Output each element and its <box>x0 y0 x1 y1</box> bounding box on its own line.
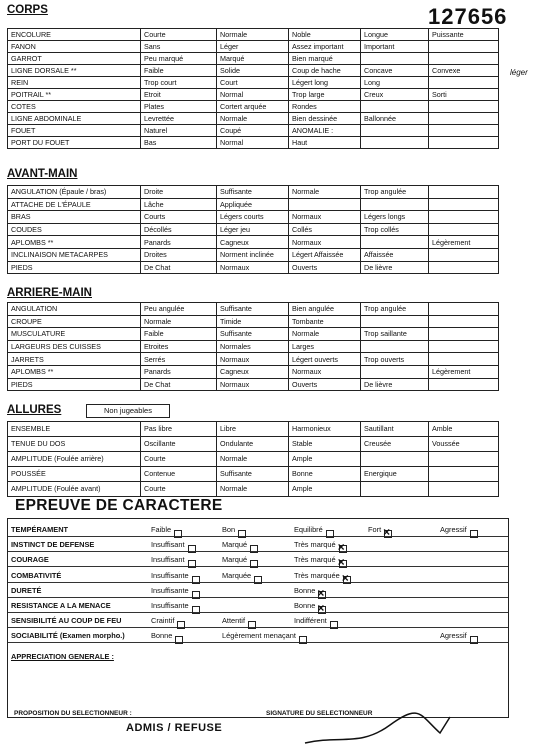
row-label: JARRETS <box>8 353 141 366</box>
option-cell[interactable]: Etroites <box>141 340 217 353</box>
option-cell[interactable] <box>289 198 361 211</box>
empty-box-icon[interactable] <box>299 636 307 644</box>
option-cell[interactable]: Trop saillante <box>361 328 429 341</box>
proposition-value: ADMIS / REFUSE <box>126 722 223 734</box>
option-cell[interactable]: Collés <box>289 223 361 236</box>
table-row <box>8 186 499 199</box>
option-cell[interactable]: Voussée <box>429 437 499 452</box>
option-cell[interactable]: Naturel <box>141 125 217 137</box>
option-cell[interactable]: Lâche <box>141 198 217 211</box>
option-cell[interactable]: Haut <box>289 137 361 149</box>
option-cell[interactable]: Rondes <box>289 101 361 113</box>
caractere-row <box>8 536 508 552</box>
table-row <box>8 422 499 437</box>
table-row <box>8 65 499 77</box>
section-table-0 <box>7 28 499 149</box>
caractere-option[interactable] <box>294 540 347 549</box>
option-cell[interactable]: Bien marqué <box>289 53 361 65</box>
option-text: Bonne <box>294 601 316 610</box>
option-cell[interactable]: Coupé <box>217 125 289 137</box>
caractere-row <box>8 627 508 643</box>
table-row <box>8 41 499 53</box>
option-cell[interactable] <box>429 315 499 328</box>
option-cell[interactable]: Sans <box>141 41 217 53</box>
option-text: Très marqué <box>294 555 336 565</box>
option-cell[interactable] <box>429 198 499 211</box>
row-label: PORT DU FOUET <box>8 137 141 149</box>
option-cell[interactable]: Ample <box>289 452 361 467</box>
option-cell[interactable]: Légers courts <box>217 211 289 224</box>
section-title-2: ARRIERE-MAIN <box>7 287 92 299</box>
option-cell[interactable]: Normal <box>217 89 289 101</box>
row-label: AMPLITUDE (Foulée avant) <box>8 482 141 497</box>
option-cell[interactable]: ANOMALIE : <box>289 125 361 137</box>
option-text: Indifférent <box>294 616 327 626</box>
option-cell[interactable]: Solide <box>217 65 289 77</box>
section-title-1: AVANT-MAIN <box>7 168 78 180</box>
option-cell[interactable]: Légèrement <box>429 236 499 249</box>
option-cell[interactable]: Longue <box>361 29 429 41</box>
proposition-label: PROPOSITION DU SELECTIONNEUR : <box>14 710 132 717</box>
caractere-option[interactable] <box>294 571 351 580</box>
option-cell[interactable] <box>429 186 499 199</box>
row-label: ANGULATION (Épaule / bras) <box>8 186 141 199</box>
option-text: Insuffisant <box>151 555 185 565</box>
option-cell[interactable] <box>429 248 499 261</box>
option-cell[interactable] <box>361 315 429 328</box>
table-row <box>8 315 499 328</box>
caractere-option[interactable] <box>440 631 478 640</box>
section-title-0: CORPS <box>7 4 48 16</box>
signature-label: SIGNATURE DU SELECTIONNEUR <box>266 710 373 717</box>
option-cell[interactable]: Normaux <box>217 378 289 391</box>
caractere-option[interactable] <box>222 631 307 640</box>
option-cell[interactable]: Coup de hache <box>289 65 361 77</box>
caractere-option[interactable] <box>222 555 258 564</box>
option-text: Agressif <box>440 631 467 641</box>
option-cell[interactable]: Léger <box>217 41 289 53</box>
option-cell[interactable]: Trop court <box>141 77 217 89</box>
option-cell[interactable] <box>429 125 499 137</box>
option-cell[interactable]: Larges <box>289 340 361 353</box>
option-cell[interactable]: Puissante <box>429 29 499 41</box>
option-cell[interactable] <box>361 236 429 249</box>
table-row <box>8 53 499 65</box>
option-cell[interactable] <box>361 482 429 497</box>
option-text: Très marquée <box>294 570 340 580</box>
option-cell[interactable]: Décollés <box>141 223 217 236</box>
row-label: BRAS <box>8 211 141 224</box>
caractere-row <box>8 612 508 628</box>
option-cell[interactable] <box>429 101 499 113</box>
option-cell[interactable]: Bas <box>141 137 217 149</box>
table-row <box>8 365 499 378</box>
table-row <box>8 125 499 137</box>
row-label: ENSEMBLE <box>8 422 141 437</box>
caractere-row <box>8 567 508 583</box>
row-label: FOUET <box>8 125 141 137</box>
row-label: COUDES <box>8 223 141 236</box>
option-cell[interactable]: Faible <box>141 65 217 77</box>
option-cell[interactable]: De Chat <box>141 261 217 274</box>
option-cell[interactable]: Concave <box>361 65 429 77</box>
option-text: Marquée <box>222 570 252 580</box>
caractere-option[interactable] <box>151 525 182 534</box>
option-cell[interactable]: Ballonnée <box>361 113 429 125</box>
option-text: Faible <box>151 525 172 534</box>
option-text: Equilibré <box>294 525 323 534</box>
option-cell[interactable]: Peu marqué <box>141 53 217 65</box>
option-cell[interactable]: Suffisante <box>217 303 289 316</box>
option-cell[interactable]: Normal <box>217 137 289 149</box>
option-cell[interactable]: Trop large <box>289 89 361 101</box>
option-text: Craintif <box>151 616 175 626</box>
option-cell[interactable] <box>429 353 499 366</box>
option-cell[interactable]: Contenue <box>141 467 217 482</box>
caractere-option[interactable] <box>222 525 246 534</box>
option-cell[interactable]: Tombante <box>289 315 361 328</box>
option-cell[interactable]: Cagneux <box>217 365 289 378</box>
option-cell[interactable]: Légert Affaissée <box>289 248 361 261</box>
option-cell[interactable]: Panards <box>141 236 217 249</box>
option-cell[interactable] <box>429 113 499 125</box>
caractere-row <box>8 521 508 537</box>
option-cell[interactable]: Légers longs <box>361 211 429 224</box>
option-text: Marqué <box>222 555 248 565</box>
option-cell[interactable] <box>429 53 499 65</box>
option-cell[interactable]: Assez important <box>289 41 361 53</box>
caractere-option[interactable] <box>294 616 338 625</box>
option-cell[interactable]: Pas libre <box>141 422 217 437</box>
caractere-option[interactable] <box>151 540 196 549</box>
option-cell[interactable]: Oscillante <box>141 437 217 452</box>
option-cell[interactable] <box>429 482 499 497</box>
option-cell[interactable]: Trop angulée <box>361 186 429 199</box>
signature-scribble <box>300 705 460 750</box>
row-label: REIN <box>8 77 141 89</box>
caractere-option[interactable] <box>151 616 185 625</box>
option-text: Légèrement menaçant <box>222 631 296 641</box>
option-cell[interactable]: Ouverts <box>289 261 361 274</box>
margin-note: léger <box>510 68 528 77</box>
option-cell[interactable]: Normaux <box>217 261 289 274</box>
table-row <box>8 328 499 341</box>
option-cell[interactable]: Bonne <box>289 467 361 482</box>
option-cell[interactable]: Bien dessinée <box>289 113 361 125</box>
table-row <box>8 340 499 353</box>
row-label: PIEDS <box>8 261 141 274</box>
table-row <box>8 437 499 452</box>
option-cell[interactable]: Bien angulée <box>289 303 361 316</box>
option-cell[interactable]: Creux <box>361 89 429 101</box>
caractere-option[interactable] <box>151 601 200 610</box>
option-cell[interactable]: Long <box>361 77 429 89</box>
option-cell[interactable]: Normaux <box>217 353 289 366</box>
option-cell[interactable]: Normale <box>217 29 289 41</box>
option-cell[interactable]: Normale <box>217 482 289 497</box>
option-cell[interactable] <box>429 303 499 316</box>
table-row <box>8 353 499 366</box>
option-text: Bon <box>222 525 236 534</box>
caractere-option[interactable] <box>151 631 183 640</box>
section-title-3: ALLURES <box>7 404 62 416</box>
option-cell[interactable] <box>429 77 499 89</box>
caractere-option[interactable] <box>294 525 334 534</box>
option-cell[interactable]: Appliquée <box>217 198 289 211</box>
table-row <box>8 223 499 236</box>
table-row <box>8 261 499 274</box>
appreciation-label: APPRECIATION GENERALE : <box>11 652 114 661</box>
option-cell[interactable] <box>361 125 429 137</box>
option-cell[interactable] <box>361 137 429 149</box>
option-cell[interactable]: Noble <box>289 29 361 41</box>
option-cell[interactable] <box>361 53 429 65</box>
option-cell[interactable]: Peu angulée <box>141 303 217 316</box>
option-cell[interactable] <box>361 101 429 113</box>
caractere-label: TEMPÉRAMENT <box>11 525 69 534</box>
option-cell[interactable]: De lièvre <box>361 378 429 391</box>
table-row <box>8 303 499 316</box>
option-cell[interactable]: Serrés <box>141 353 217 366</box>
option-cell[interactable]: Courte <box>141 29 217 41</box>
option-cell[interactable] <box>429 223 499 236</box>
table-row <box>8 198 499 211</box>
option-cell[interactable]: Normale <box>289 186 361 199</box>
option-cell[interactable]: Légert ouverts <box>289 353 361 366</box>
option-cell[interactable]: Trop angulée <box>361 303 429 316</box>
option-cell[interactable]: Normale <box>217 452 289 467</box>
option-cell[interactable]: De Chat <box>141 378 217 391</box>
caractere-option[interactable] <box>294 601 326 610</box>
option-cell[interactable]: Timide <box>217 315 289 328</box>
table-row <box>8 137 499 149</box>
caractere-label: INSTINCT DE DEFENSE <box>11 540 95 550</box>
caractere-table <box>7 518 509 718</box>
form-number: 127656 <box>428 4 508 29</box>
caractere-title: EPREUVE DE CARACTERE <box>15 497 223 514</box>
option-cell[interactable]: Cagneux <box>217 236 289 249</box>
option-cell[interactable]: Normale <box>289 328 361 341</box>
option-cell[interactable]: Ample <box>289 482 361 497</box>
row-label: POUSSÉE <box>8 467 141 482</box>
row-label: APLOMBS ** <box>8 365 141 378</box>
option-cell[interactable]: Trop collés <box>361 223 429 236</box>
option-cell[interactable]: Panards <box>141 365 217 378</box>
option-cell[interactable]: Marqué <box>217 53 289 65</box>
option-cell[interactable]: Droite <box>141 186 217 199</box>
option-cell[interactable]: Légert long <box>289 77 361 89</box>
option-cell[interactable]: Ondulante <box>217 437 289 452</box>
caractere-label: COMBATIVITÉ <box>11 570 62 580</box>
row-label: COTES <box>8 101 141 113</box>
option-cell[interactable] <box>429 340 499 353</box>
option-cell[interactable]: Sorti <box>429 89 499 101</box>
caractere-option[interactable] <box>222 571 262 580</box>
section-table-1 <box>7 185 499 274</box>
option-cell[interactable]: Courte <box>141 452 217 467</box>
option-cell[interactable]: Important <box>361 41 429 53</box>
option-cell[interactable]: De lièvre <box>361 261 429 274</box>
empty-box-icon[interactable] <box>470 636 478 644</box>
option-text: Très marqué <box>294 540 336 550</box>
option-cell[interactable] <box>361 452 429 467</box>
option-cell[interactable]: Normale <box>217 113 289 125</box>
empty-box-icon[interactable] <box>175 636 183 644</box>
caractere-option[interactable] <box>440 525 478 534</box>
caractere-option[interactable] <box>368 525 392 534</box>
option-cell[interactable]: Creusée <box>361 437 429 452</box>
option-cell[interactable]: Etroit <box>141 89 217 101</box>
table-row <box>8 452 499 467</box>
table-row <box>8 89 499 101</box>
option-cell[interactable] <box>429 41 499 53</box>
option-cell[interactable]: Faible <box>141 328 217 341</box>
option-text: Agressif <box>440 525 467 534</box>
caractere-option[interactable] <box>222 540 258 549</box>
table-row <box>8 29 499 41</box>
row-label: TENUE DU DOS <box>8 437 141 452</box>
option-cell[interactable] <box>429 328 499 341</box>
option-cell[interactable]: Convexe <box>429 65 499 77</box>
option-cell[interactable]: Légèrement <box>429 365 499 378</box>
caractere-option[interactable] <box>294 555 347 564</box>
caractere-label: SENSIBILITÉ AU COUP DE FEU <box>11 616 122 626</box>
option-text: Insuffisante <box>151 570 189 580</box>
row-label: LARGEURS DES CUISSES <box>8 340 141 353</box>
option-text: Bonne <box>294 585 316 595</box>
caractere-option[interactable] <box>294 586 326 595</box>
option-cell[interactable]: Courts <box>141 211 217 224</box>
option-cell[interactable]: Energique <box>361 467 429 482</box>
row-label: POITRAIL ** <box>8 89 141 101</box>
option-cell[interactable] <box>429 467 499 482</box>
option-cell[interactable] <box>429 211 499 224</box>
caractere-option[interactable] <box>151 555 196 564</box>
option-cell[interactable]: Suffisante <box>217 186 289 199</box>
row-label: GARROT <box>8 53 141 65</box>
row-label: ANGULATION <box>8 303 141 316</box>
option-text: Insuffisante <box>151 601 189 610</box>
caractere-option[interactable] <box>151 571 200 580</box>
option-cell[interactable] <box>429 261 499 274</box>
option-cell[interactable]: Suffisante <box>217 328 289 341</box>
table-row <box>8 482 499 497</box>
option-cell[interactable]: Harmonieux <box>289 422 361 437</box>
caractere-label: DURETÉ <box>11 585 42 595</box>
option-cell[interactable]: Libre <box>217 422 289 437</box>
table-row <box>8 113 499 125</box>
row-label: INCLINAISON METACARPES <box>8 248 141 261</box>
row-label: LIGNE ABDOMINALE <box>8 113 141 125</box>
option-cell[interactable]: Levrettée <box>141 113 217 125</box>
table-row <box>8 236 499 249</box>
option-cell[interactable] <box>361 365 429 378</box>
option-cell[interactable]: Trop ouverts <box>361 353 429 366</box>
option-cell[interactable]: Cortert arquée <box>217 101 289 113</box>
section-table-3 <box>7 421 499 497</box>
option-cell[interactable] <box>429 378 499 391</box>
caractere-option[interactable] <box>151 586 200 595</box>
option-cell[interactable]: Droites <box>141 248 217 261</box>
table-row <box>8 467 499 482</box>
option-cell[interactable]: Normale <box>141 315 217 328</box>
option-cell[interactable]: Affaissée <box>361 248 429 261</box>
option-cell[interactable]: Amble <box>429 422 499 437</box>
option-cell[interactable]: Ouverts <box>289 378 361 391</box>
caractere-row <box>8 597 508 613</box>
option-cell[interactable]: Normaux <box>289 211 361 224</box>
option-cell[interactable]: Normaux <box>289 236 361 249</box>
row-label: ENCOLURE <box>8 29 141 41</box>
option-cell[interactable]: Plates <box>141 101 217 113</box>
table-row <box>8 378 499 391</box>
row-label: APLOMBS ** <box>8 236 141 249</box>
row-label: PIEDS <box>8 378 141 391</box>
option-cell[interactable]: Courte <box>141 482 217 497</box>
caractere-label: SOCIABILITÉ (Examen morpho.) <box>11 631 125 641</box>
section-table-2 <box>7 302 499 391</box>
option-cell[interactable]: Norment inclinée <box>217 248 289 261</box>
option-cell[interactable]: Normales <box>217 340 289 353</box>
option-text: Attentif <box>222 616 246 626</box>
caractere-option[interactable] <box>222 616 256 625</box>
option-cell[interactable]: Léger jeu <box>217 223 289 236</box>
option-text: Bonne <box>151 631 173 641</box>
option-cell[interactable] <box>429 452 499 467</box>
option-cell[interactable] <box>361 340 429 353</box>
option-cell[interactable] <box>429 137 499 149</box>
caractere-row <box>8 582 508 598</box>
table-row <box>8 101 499 113</box>
row-label: AMPLITUDE (Foulée arrière) <box>8 452 141 467</box>
row-label: LIGNE DORSALE ** <box>8 65 141 77</box>
row-label: MUSCULATURE <box>8 328 141 341</box>
row-label: ATTACHE DE L'ÉPAULE <box>8 198 141 211</box>
option-cell[interactable] <box>361 198 429 211</box>
caractere-label: RESISTANCE A LA MENACE <box>11 601 111 610</box>
caractere-row <box>8 551 508 567</box>
option-text: Marqué <box>222 540 248 550</box>
caractere-label: COURAGE <box>11 555 49 565</box>
row-label: CROUPE <box>8 315 141 328</box>
option-cell[interactable]: Suffisante <box>217 467 289 482</box>
non-jugeables-box: Non jugeables <box>86 404 170 418</box>
table-row <box>8 77 499 89</box>
table-row <box>8 248 499 261</box>
table-row <box>8 211 499 224</box>
option-text: Fort <box>368 525 382 534</box>
option-cell[interactable]: Sautillant <box>361 422 429 437</box>
option-cell[interactable]: Stable <box>289 437 361 452</box>
row-label: FANON <box>8 41 141 53</box>
option-text: Insuffisant <box>151 540 185 550</box>
option-cell[interactable]: Court <box>217 77 289 89</box>
option-cell[interactable]: Normaux <box>289 365 361 378</box>
option-text: Insuffisante <box>151 585 189 595</box>
